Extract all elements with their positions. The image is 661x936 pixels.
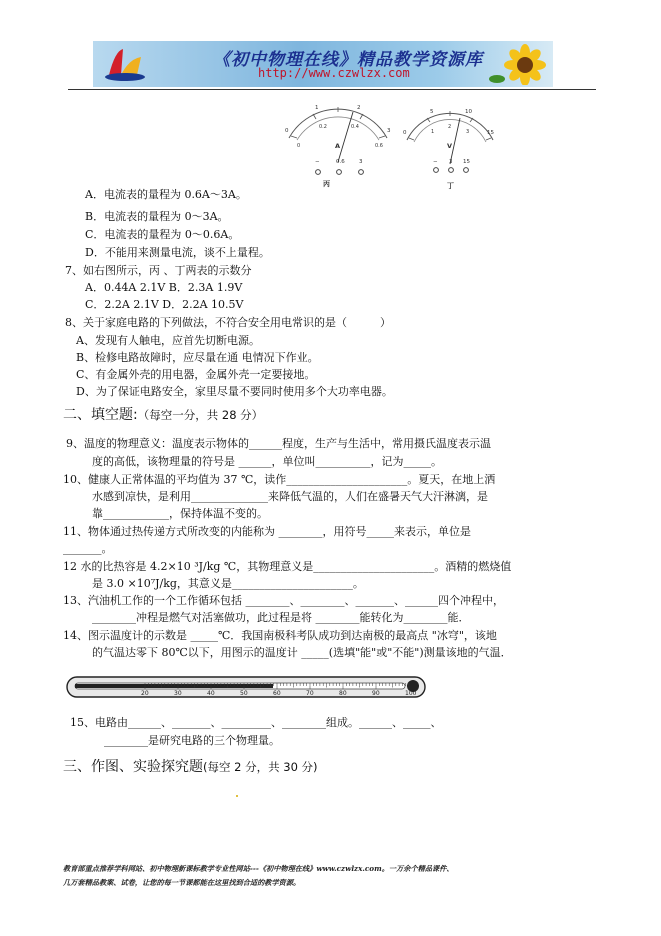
thermometer-tick-label: 30 — [174, 690, 182, 697]
q10-line3: 靠____________，保持体温不变的。 — [92, 507, 268, 520]
q10-line2: 水感到凉快，是利用______________来降低气温的，人们在盛暑天气大汗淋漓，是 — [92, 490, 488, 503]
ammeter-voltmeter-figure — [283, 100, 498, 192]
thermometer-tick-label: 40 — [207, 690, 215, 697]
ammeter-letter: A — [335, 142, 341, 150]
q8-option-d: D、为了保证电路安全，家里尽量不要同时使用多个大功率电器。 — [76, 385, 393, 398]
sunflower-icon — [487, 43, 547, 85]
q8-option-b: B、检修电路故障时，应尽量在通 电情况下作业。 — [76, 351, 319, 364]
q15-line2: ________是研究电路的三个物理量。 — [104, 734, 280, 747]
q11-line1: 11、物体通过热传递方式所改变的内能称为 ________，用符号_____来表示，单位是 — [63, 525, 471, 538]
voltmeter-terminal: − — [433, 159, 438, 165]
section-note: （每空一分，共 28 分） — [137, 408, 264, 422]
ammeter-top-tick: 2 — [357, 105, 361, 111]
thermometer-tick-label: 100 — [405, 690, 417, 697]
thermometer-tick-label: 20 — [141, 690, 149, 697]
voltmeter-bottom-tick: 3 — [466, 129, 470, 135]
thermometer-tick-label: 50 — [240, 690, 248, 697]
q6-option-c: C．电流表的量程为 0～0.6A。 — [85, 228, 240, 241]
voltmeter-bottom-tick: 2 — [448, 124, 452, 130]
voltmeter-terminal: 3 — [449, 159, 453, 165]
q9-line2: 度的高低，该物理量的符号是 ______，单位叫__________，记为_____。 — [92, 455, 442, 468]
ammeter-terminal: 0.6 — [336, 159, 345, 165]
voltmeter-top-tick: 10 — [465, 109, 472, 115]
q7-options-ab: A．0.44A 2.1V B．2.3A 1.9V — [85, 281, 243, 294]
ammeter-bottom-tick: 0.6 — [375, 143, 383, 149]
q8-option-c: C、有金属外壳的用电器，金属外壳一定要接地。 — [76, 368, 316, 381]
section-title: 二、填空题: — [63, 407, 138, 423]
voltmeter-top-tick: 5 — [430, 109, 434, 115]
q11-line2: _______。 — [63, 542, 113, 555]
thermometer-tick-label: 60 — [273, 690, 281, 697]
ammeter-bottom-tick: 0.2 — [319, 124, 327, 130]
voltmeter-top-tick: 15 — [487, 130, 494, 136]
thermometer-tick-label: 90 — [372, 690, 380, 697]
stray-mark — [236, 795, 238, 797]
header-banner — [93, 41, 553, 87]
voltmeter-bottom-tick: 1 — [431, 129, 435, 135]
q13-line1: 13、汽油机工作的一个工作循环包括 ________、________、_______、______四个冲程中， — [63, 594, 504, 607]
q6-option-b: B．电流表的量程为 0～3A。 — [85, 210, 229, 223]
thermometer-figure — [65, 673, 430, 701]
q6-option-d: D．不能用来测量电流，谈不上量程。 — [85, 246, 270, 259]
ammeter-top-tick: 1 — [315, 105, 319, 111]
q7-options-cd: C．2.2A 2.1V D．2.2A 10.5V — [85, 298, 244, 311]
q12-line1: 12 水的比热容是 4.2×10 ³J/kg ℃，其物理意义是______________________。酒精的燃烧值 — [63, 560, 512, 573]
q15-line1: 15、电路由______、_______、_________、________组成。______、_____、 — [70, 716, 442, 729]
voltmeter-caption: 丁 — [447, 182, 454, 190]
header-divider — [68, 89, 596, 90]
banner-title: 《初中物理在线》精品教学资源库 — [213, 50, 483, 70]
thermometer-liquid — [75, 684, 273, 688]
q6-option-a: A．电流表的量程为 0.6A～3A。 — [85, 188, 247, 201]
banner-url[interactable]: http://www.czwlzx.com — [258, 66, 410, 80]
q13-line2: ________冲程是燃气对活塞做功，此过程是将 ________能转化为________能． — [92, 611, 470, 624]
ammeter-bottom-tick: 0 — [297, 143, 301, 149]
ammeter-terminal: − — [315, 159, 320, 165]
q7-stem: 7、如右图所示，丙 、丁两表的示数分 — [65, 264, 252, 277]
ammeter-top-tick: 0 — [285, 128, 289, 134]
footer-line2: 几万套精品教案、试卷，让您的每一节课都能在这里找到合适的教学资源。 — [63, 878, 301, 887]
voltmeter-letter: V — [447, 142, 453, 150]
ammeter — [285, 105, 391, 188]
q14-line2: 的气温达零下 80℃以下，用图示的温度计 _____(选填"能"或"不能")测量该地的气温． — [92, 646, 512, 659]
q14-line1: 14、图示温度计的示数是 _____℃．我国南极科考队成功到达南极的最高点 "冰穹"，该地 — [63, 629, 497, 642]
section-title: 三、作图、实验探究题 — [63, 759, 203, 775]
ammeter-terminal: 3 — [359, 159, 363, 165]
ammeter-top-tick: 3 — [387, 128, 391, 134]
q9-line1: 9、温度的物理意义：温度表示物体的______程度，生产与生活中，常用摄氏温度表示温 — [66, 437, 491, 450]
q12-line2: 是 3.0 ×10⁷J/kg，其意义是______________________。 — [92, 577, 364, 590]
thermometer-tick-label: 80 — [339, 690, 347, 697]
section-fill-blank — [63, 406, 263, 424]
q8-option-a: A、发现有人触电，应首先切断电源。 — [76, 334, 260, 347]
voltmeter — [403, 109, 494, 190]
voltmeter-top-tick: 0 — [403, 130, 407, 136]
footer-line1: 教育部重点推荐学科网站、初中物理新课标教学专业性网站---《初中物理在线》www.czwlzx.com。一万余个精品课件、 — [63, 864, 454, 873]
thermometer-tick-label: 70 — [306, 690, 314, 697]
ammeter-caption: 丙 — [323, 180, 330, 188]
q10-line1: 10、健康人正常体温的平均值为 37 ℃，读作______________________。夏天，在地上洒 — [63, 473, 496, 486]
voltmeter-terminal: 15 — [463, 159, 470, 165]
section-note: (每空 2 分，共 30 分) — [203, 760, 318, 774]
ammeter-bottom-tick: 0.4 — [351, 124, 359, 130]
section-drawing-experiment — [63, 758, 318, 776]
site-logo-icon — [101, 45, 147, 83]
q8-stem: 8、关于家庭电路的下列做法，不符合安全用电常识的是（ ） — [65, 316, 391, 329]
